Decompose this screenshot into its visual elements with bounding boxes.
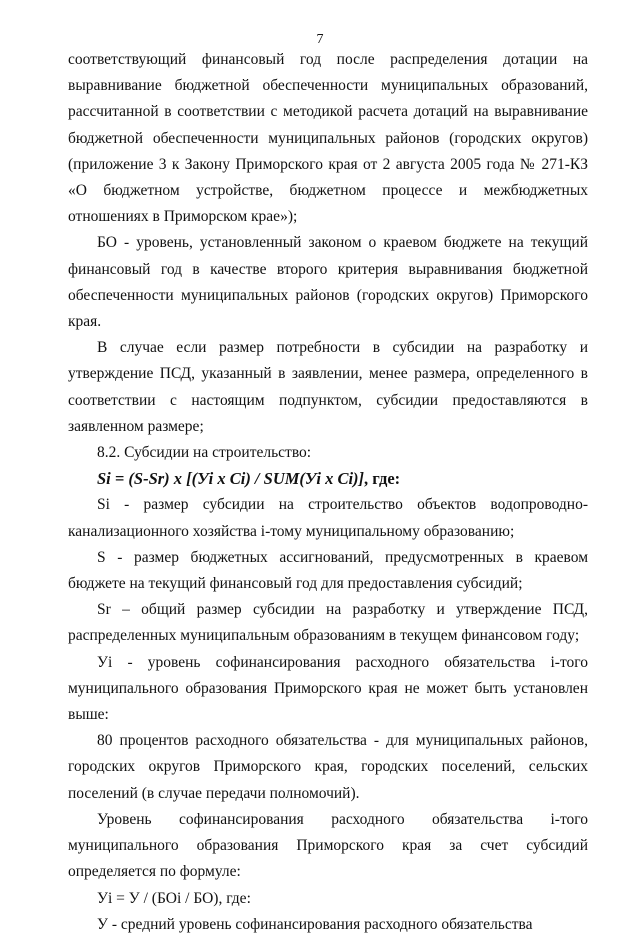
formula-expression: Si = (S-Sr) x [(Уi x Ci) / SUM(Уi x Ci)] — [97, 469, 365, 489]
paragraph-cofinancing-formula-intro: Уровень софинансирования расходного обязательства i-того муниципального образования Приморского края за счет субсидий определяется по формуле: — [68, 810, 588, 881]
section-heading-8-2: 8.2. Субсидии на строительство: — [97, 444, 312, 462]
paragraph-psd-subsidy: В случае если размер потребности в субсидии на разработку и утверждение ПСД, указанный в заявлении, менее размера, определенного в соответствии с настоящим подпунктом, субсидии предоставляются в заявленном размере; — [68, 339, 588, 435]
definition-yi: Уi - уровень софинансирования расходного обязательства i-того муниципального образования Приморского края не может быть установлен выше: — [68, 653, 588, 724]
formula-subsidy-construction — [68, 466, 588, 492]
definition-si: Si - размер субсидии на строительство объектов водопроводно-канализационного хозяйства i-тому муниципальному образованию; — [68, 496, 588, 540]
paragraph-dotation-method: соответствующий финансовый год после распределения дотации на выравнивание бюджетной обеспеченности муниципальных образований, рассчитанной в соответствии с методикой расчета дотаций на выравнивание бюджетной обеспеченности муниципальных районов (городских округов) (приложение 3 к Закону Приморского края от 2 августа 2005 года № 271-КЗ «О бюджетном устройстве, бюджетном процессе и межбюджетных отношениях в Приморском крае»); — [68, 51, 588, 226]
paragraph-bo-definition: БО - уровень, установленный законом о краевом бюджете на текущий финансовый год в качестве второго критерия выравнивания бюджетной обеспеченности муниципальных районов (городских округов) Приморского края. — [68, 234, 588, 331]
document-body — [68, 47, 588, 938]
definition-sr: Sr – общий размер субсидии на разработку и утверждение ПСД, распределенных муниципальным образованиям в текущем финансовом году; — [68, 601, 588, 645]
page-number: 7 — [316, 32, 324, 47]
definition-y: У - средний уровень софинансирования расходного обязательства — [97, 915, 533, 933]
paragraph-80-percent: 80 процентов расходного обязательства - для муниципальных районов, городских округов Приморского края, городских поселений, сельских поселений (в случае передачи полномочий). — [68, 732, 588, 802]
formula-yi: Уi = У / (БОi / БО), где: — [97, 889, 251, 907]
formula-suffix: , где: — [364, 469, 401, 489]
definition-s: S - размер бюджетных ассигнований, предусмотренных в краевом бюджете на текущий финансовый год для предоставления субсидий; — [68, 548, 588, 593]
